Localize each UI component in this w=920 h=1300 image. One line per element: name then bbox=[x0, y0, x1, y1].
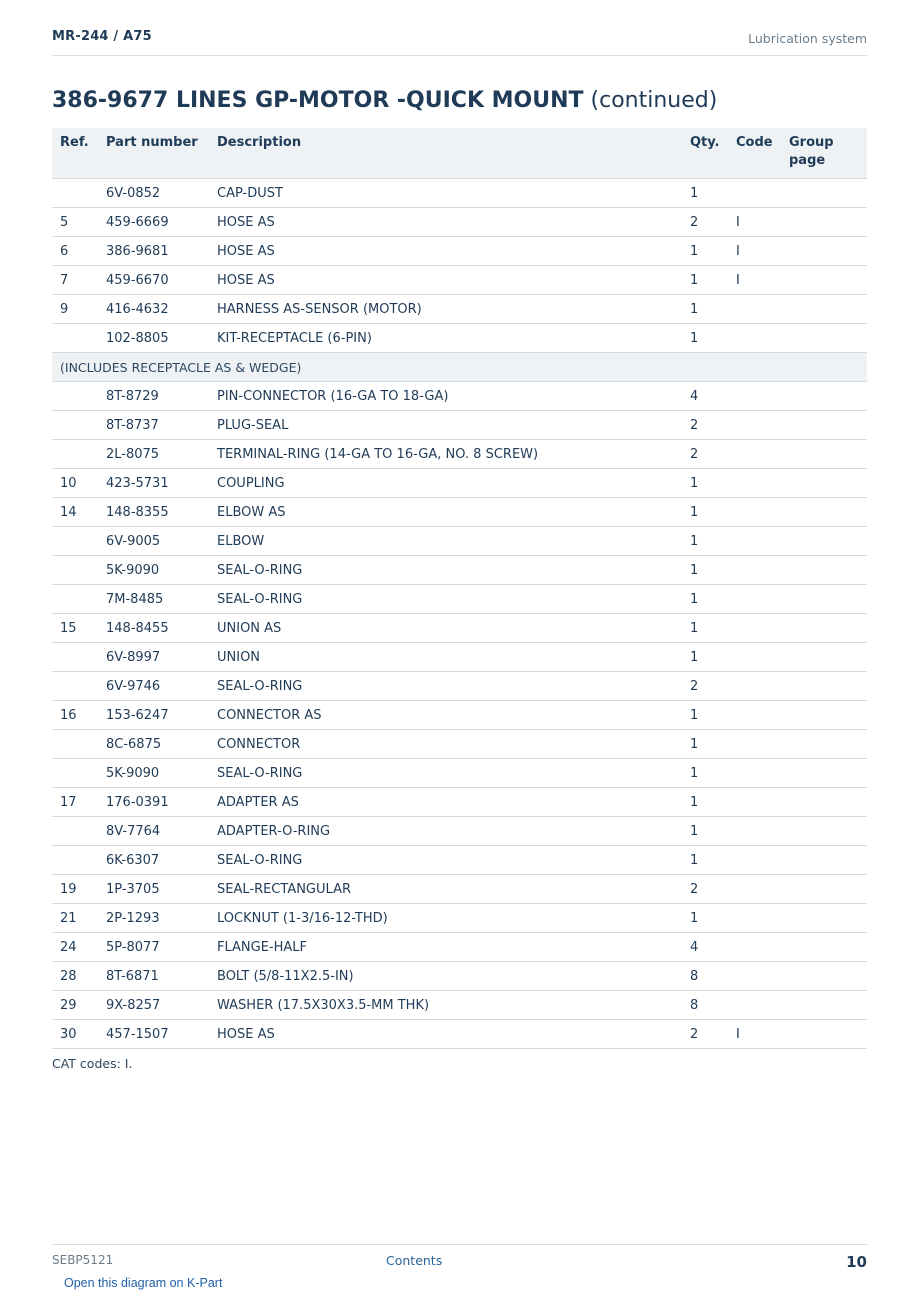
part-number-cell: 6V-9746 bbox=[98, 672, 209, 701]
part-number-cell: 6K-6307 bbox=[98, 846, 209, 875]
ref-cell bbox=[52, 324, 98, 353]
col-header-group-page: Group page bbox=[781, 128, 867, 179]
description-cell: ELBOW AS bbox=[209, 498, 682, 527]
description-cell: ELBOW bbox=[209, 527, 682, 556]
description-cell: CONNECTOR AS bbox=[209, 701, 682, 730]
ref-cell: 30 bbox=[52, 1020, 98, 1049]
title-main: 386-9677 LINES GP-MOTOR -QUICK MOUNT bbox=[52, 88, 584, 113]
ref-cell: 9 bbox=[52, 295, 98, 324]
description-cell: PIN-CONNECTOR (16-GA TO 18-GA) bbox=[209, 382, 682, 411]
description-cell: BOLT (5/8-11X2.5-IN) bbox=[209, 962, 682, 991]
qty-cell: 2 bbox=[682, 411, 728, 440]
group-page-cell bbox=[781, 295, 867, 324]
group-page-cell bbox=[781, 440, 867, 469]
group-page-cell bbox=[781, 962, 867, 991]
part-number-cell: 5K-9090 bbox=[98, 759, 209, 788]
col-header-qty: Qty. bbox=[682, 128, 728, 179]
ref-cell bbox=[52, 643, 98, 672]
description-cell: ADAPTER AS bbox=[209, 788, 682, 817]
table-row bbox=[52, 179, 867, 208]
qty-cell: 1 bbox=[682, 730, 728, 759]
qty-cell: 1 bbox=[682, 701, 728, 730]
description-cell: PLUG-SEAL bbox=[209, 411, 682, 440]
group-page-cell bbox=[781, 498, 867, 527]
code-cell: I bbox=[728, 208, 781, 237]
col-header-description: Description bbox=[209, 128, 682, 179]
part-number-cell: 6V-9005 bbox=[98, 527, 209, 556]
model-label: MR-244 / A75 bbox=[52, 29, 152, 44]
parts-table-body bbox=[52, 179, 867, 1049]
ref-cell: 29 bbox=[52, 991, 98, 1020]
table-row bbox=[52, 962, 867, 991]
part-number-cell: 7M-8485 bbox=[98, 585, 209, 614]
code-cell bbox=[728, 672, 781, 701]
group-page-cell bbox=[781, 1020, 867, 1049]
code-cell bbox=[728, 643, 781, 672]
code-cell bbox=[728, 324, 781, 353]
table-row bbox=[52, 788, 867, 817]
ref-cell bbox=[52, 527, 98, 556]
code-cell bbox=[728, 759, 781, 788]
part-number-cell: 2L-8075 bbox=[98, 440, 209, 469]
qty-cell: 1 bbox=[682, 266, 728, 295]
group-page-cell bbox=[781, 933, 867, 962]
qty-cell: 1 bbox=[682, 179, 728, 208]
table-row bbox=[52, 846, 867, 875]
code-cell bbox=[728, 382, 781, 411]
table-row bbox=[52, 324, 867, 353]
ref-cell: 5 bbox=[52, 208, 98, 237]
ref-cell bbox=[52, 846, 98, 875]
code-cell bbox=[728, 933, 781, 962]
table-row bbox=[52, 817, 867, 846]
part-number-cell: 5P-8077 bbox=[98, 933, 209, 962]
code-cell bbox=[728, 614, 781, 643]
ref-cell: 28 bbox=[52, 962, 98, 991]
part-number-cell: 8T-8737 bbox=[98, 411, 209, 440]
title-suffix: (continued) bbox=[590, 88, 718, 113]
code-cell bbox=[728, 875, 781, 904]
qty-cell: 4 bbox=[682, 382, 728, 411]
code-cell bbox=[728, 556, 781, 585]
qty-cell: 2 bbox=[682, 208, 728, 237]
table-row bbox=[52, 295, 867, 324]
part-number-cell: 176-0391 bbox=[98, 788, 209, 817]
document-id: SEBP5121 bbox=[52, 1253, 114, 1267]
part-number-cell: 8T-6871 bbox=[98, 962, 209, 991]
part-number-cell: 1P-3705 bbox=[98, 875, 209, 904]
group-page-cell bbox=[781, 846, 867, 875]
group-page-cell bbox=[781, 817, 867, 846]
code-cell bbox=[728, 411, 781, 440]
description-cell: LOCKNUT (1-3/16-12-THD) bbox=[209, 904, 682, 933]
ref-cell: 7 bbox=[52, 266, 98, 295]
page-title bbox=[52, 88, 717, 113]
description-cell: SEAL-O-RING bbox=[209, 846, 682, 875]
table-row bbox=[52, 527, 867, 556]
part-number-cell: 416-4632 bbox=[98, 295, 209, 324]
note-cell: (INCLUDES RECEPTACLE AS & WEDGE) bbox=[52, 353, 867, 382]
code-cell bbox=[728, 817, 781, 846]
part-number-cell: 8T-8729 bbox=[98, 382, 209, 411]
table-row bbox=[52, 701, 867, 730]
table-row bbox=[52, 643, 867, 672]
section-label: Lubrication system bbox=[748, 31, 867, 46]
kpart-link[interactable]: Open this diagram on K-Part bbox=[64, 1276, 223, 1290]
table-row bbox=[52, 498, 867, 527]
code-cell bbox=[728, 179, 781, 208]
description-cell: KIT-RECEPTACLE (6-PIN) bbox=[209, 324, 682, 353]
table-row bbox=[52, 556, 867, 585]
qty-cell: 1 bbox=[682, 904, 728, 933]
code-cell: I bbox=[728, 237, 781, 266]
table-row bbox=[52, 904, 867, 933]
table-row bbox=[52, 933, 867, 962]
part-number-cell: 6V-8997 bbox=[98, 643, 209, 672]
group-page-cell bbox=[781, 904, 867, 933]
code-cell bbox=[728, 469, 781, 498]
part-number-cell: 457-1507 bbox=[98, 1020, 209, 1049]
description-cell: SEAL-O-RING bbox=[209, 759, 682, 788]
qty-cell: 1 bbox=[682, 788, 728, 817]
description-cell: TERMINAL-RING (14-GA TO 16-GA, NO. 8 SCREW) bbox=[209, 440, 682, 469]
description-cell: SEAL-O-RING bbox=[209, 672, 682, 701]
table-row bbox=[52, 672, 867, 701]
qty-cell: 1 bbox=[682, 614, 728, 643]
description-cell: SEAL-O-RING bbox=[209, 556, 682, 585]
ref-cell: 10 bbox=[52, 469, 98, 498]
description-cell: CONNECTOR bbox=[209, 730, 682, 759]
code-cell bbox=[728, 440, 781, 469]
table-header-row bbox=[52, 128, 867, 179]
table-row bbox=[52, 614, 867, 643]
description-cell: WASHER (17.5X30X3.5-MM THK) bbox=[209, 991, 682, 1020]
part-number-cell: 459-6669 bbox=[98, 208, 209, 237]
qty-cell: 2 bbox=[682, 672, 728, 701]
group-page-cell bbox=[781, 788, 867, 817]
description-cell: FLANGE-HALF bbox=[209, 933, 682, 962]
qty-cell: 8 bbox=[682, 962, 728, 991]
qty-cell: 1 bbox=[682, 643, 728, 672]
description-cell: CAP-DUST bbox=[209, 179, 682, 208]
part-number-cell: 148-8355 bbox=[98, 498, 209, 527]
table-row bbox=[52, 469, 867, 498]
qty-cell: 1 bbox=[682, 237, 728, 266]
table-row bbox=[52, 237, 867, 266]
code-cell bbox=[728, 788, 781, 817]
table-row bbox=[52, 875, 867, 904]
group-page-cell bbox=[781, 701, 867, 730]
part-number-cell: 153-6247 bbox=[98, 701, 209, 730]
code-cell: I bbox=[728, 266, 781, 295]
table-row bbox=[52, 759, 867, 788]
part-number-cell: 102-8805 bbox=[98, 324, 209, 353]
table-row bbox=[52, 208, 867, 237]
table-row bbox=[52, 266, 867, 295]
qty-cell: 1 bbox=[682, 759, 728, 788]
group-page-cell bbox=[781, 991, 867, 1020]
code-cell bbox=[728, 846, 781, 875]
description-cell: COUPLING bbox=[209, 469, 682, 498]
page-footer bbox=[52, 1244, 867, 1274]
ref-cell: 17 bbox=[52, 788, 98, 817]
ref-cell bbox=[52, 556, 98, 585]
part-number-cell: 459-6670 bbox=[98, 266, 209, 295]
ref-cell: 21 bbox=[52, 904, 98, 933]
table-note-row bbox=[52, 353, 867, 382]
description-cell: HOSE AS bbox=[209, 266, 682, 295]
part-number-cell: 8C-6875 bbox=[98, 730, 209, 759]
part-number-cell: 2P-1293 bbox=[98, 904, 209, 933]
description-cell: HOSE AS bbox=[209, 1020, 682, 1049]
group-page-cell bbox=[781, 614, 867, 643]
table-row bbox=[52, 382, 867, 411]
col-header-code: Code bbox=[728, 128, 781, 179]
page-header bbox=[52, 28, 867, 56]
code-cell bbox=[728, 527, 781, 556]
ref-cell bbox=[52, 730, 98, 759]
ref-cell bbox=[52, 759, 98, 788]
ref-cell bbox=[52, 817, 98, 846]
description-cell: HARNESS AS-SENSOR (MOTOR) bbox=[209, 295, 682, 324]
code-cell bbox=[728, 904, 781, 933]
ref-cell bbox=[52, 411, 98, 440]
group-page-cell bbox=[781, 875, 867, 904]
group-page-cell bbox=[781, 759, 867, 788]
group-page-cell bbox=[781, 672, 867, 701]
qty-cell: 1 bbox=[682, 585, 728, 614]
group-page-cell bbox=[781, 208, 867, 237]
part-number-cell: 5K-9090 bbox=[98, 556, 209, 585]
description-cell: SEAL-O-RING bbox=[209, 585, 682, 614]
qty-cell: 1 bbox=[682, 498, 728, 527]
group-page-cell bbox=[781, 643, 867, 672]
part-number-cell: 423-5731 bbox=[98, 469, 209, 498]
group-page-cell bbox=[781, 527, 867, 556]
qty-cell: 1 bbox=[682, 817, 728, 846]
description-cell: UNION bbox=[209, 643, 682, 672]
parts-table bbox=[52, 128, 867, 1049]
table-row bbox=[52, 1020, 867, 1049]
ref-cell: 14 bbox=[52, 498, 98, 527]
code-cell: I bbox=[728, 1020, 781, 1049]
qty-cell: 1 bbox=[682, 469, 728, 498]
description-cell: HOSE AS bbox=[209, 208, 682, 237]
ref-cell bbox=[52, 672, 98, 701]
page-number: 10 bbox=[846, 1253, 867, 1271]
description-cell: UNION AS bbox=[209, 614, 682, 643]
table-row bbox=[52, 585, 867, 614]
code-cell bbox=[728, 295, 781, 324]
table-row bbox=[52, 730, 867, 759]
code-cell bbox=[728, 701, 781, 730]
part-number-cell: 386-9681 bbox=[98, 237, 209, 266]
code-cell bbox=[728, 585, 781, 614]
ref-cell: 24 bbox=[52, 933, 98, 962]
part-number-cell: 6V-0852 bbox=[98, 179, 209, 208]
ref-cell: 19 bbox=[52, 875, 98, 904]
part-number-cell: 8V-7764 bbox=[98, 817, 209, 846]
group-page-cell bbox=[781, 469, 867, 498]
qty-cell: 1 bbox=[682, 556, 728, 585]
qty-cell: 2 bbox=[682, 440, 728, 469]
ref-cell: 15 bbox=[52, 614, 98, 643]
part-number-cell: 148-8455 bbox=[98, 614, 209, 643]
part-number-cell: 9X-8257 bbox=[98, 991, 209, 1020]
cat-codes-note: CAT codes: I. bbox=[52, 1056, 133, 1071]
group-page-cell bbox=[781, 324, 867, 353]
ref-cell bbox=[52, 179, 98, 208]
qty-cell: 2 bbox=[682, 875, 728, 904]
ref-cell: 6 bbox=[52, 237, 98, 266]
group-page-cell bbox=[781, 585, 867, 614]
code-cell bbox=[728, 962, 781, 991]
qty-cell: 1 bbox=[682, 527, 728, 556]
group-page-cell bbox=[781, 179, 867, 208]
qty-cell: 1 bbox=[682, 295, 728, 324]
ref-cell: 16 bbox=[52, 701, 98, 730]
ref-cell bbox=[52, 585, 98, 614]
contents-link[interactable]: Contents bbox=[386, 1253, 443, 1268]
col-header-ref: Ref. bbox=[52, 128, 98, 179]
group-page-cell bbox=[781, 382, 867, 411]
description-cell: SEAL-RECTANGULAR bbox=[209, 875, 682, 904]
col-header-part-number: Part number bbox=[98, 128, 209, 179]
qty-cell: 1 bbox=[682, 324, 728, 353]
group-page-cell bbox=[781, 266, 867, 295]
code-cell bbox=[728, 498, 781, 527]
qty-cell: 4 bbox=[682, 933, 728, 962]
code-cell bbox=[728, 730, 781, 759]
group-page-cell bbox=[781, 730, 867, 759]
table-row bbox=[52, 991, 867, 1020]
group-page-cell bbox=[781, 237, 867, 266]
table-row bbox=[52, 411, 867, 440]
qty-cell: 8 bbox=[682, 991, 728, 1020]
description-cell: HOSE AS bbox=[209, 237, 682, 266]
description-cell: ADAPTER-O-RING bbox=[209, 817, 682, 846]
qty-cell: 2 bbox=[682, 1020, 728, 1049]
group-page-cell bbox=[781, 411, 867, 440]
ref-cell bbox=[52, 382, 98, 411]
qty-cell: 1 bbox=[682, 846, 728, 875]
ref-cell bbox=[52, 440, 98, 469]
group-page-cell bbox=[781, 556, 867, 585]
table-row bbox=[52, 440, 867, 469]
code-cell bbox=[728, 991, 781, 1020]
